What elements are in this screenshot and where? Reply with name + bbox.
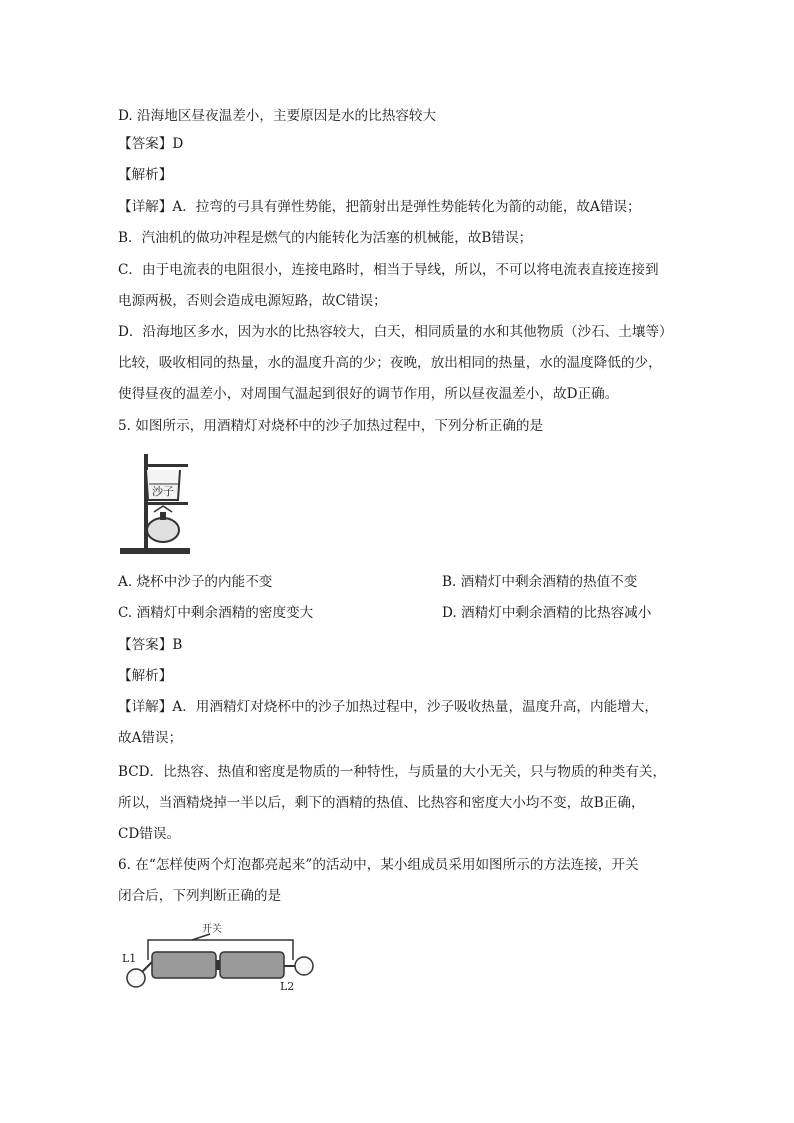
flame [154,506,172,512]
q5-detail-line: 【详解】A．用酒精灯对烧杯中的沙子加热过程中，沙子吸收热量，温度升高，内能增大， [118,699,658,715]
q5-option-a: A. 烧杯中沙子的内能不变 [118,574,273,590]
bulb-l1-base [142,962,152,972]
q6-question-line: 闭合后，下列判断正确的是 [118,888,282,904]
q4-analysis-heading: 【解析】 [118,167,173,183]
q5-detail-line: BCD．比热容、热值和密度是物质的一种特性，与质量的大小无关，只与物质的种类有关， [118,764,667,780]
l1-label: L1 [122,952,137,965]
q4-detail-line: B．汽油机的做功冲程是燃气的内能转化为活塞的机械能，故B错误； [118,230,533,246]
ring-clamp [144,502,188,505]
stand-arm [144,464,188,467]
l2-label: L2 [280,980,295,993]
sand-heating-figure [118,450,194,560]
sand-label: 沙子 [152,485,174,498]
q5-answer: 【答案】B [118,637,183,653]
two-bulb-circuit-figure [118,918,318,998]
q4-detail-line: C．由于电流表的电阻很小，连接电路时，相当于导线，所以，不可以将电流表直接连接到 [118,262,659,278]
q4-detail-line: 【详解】A．拉弯的弓具有弹性势能，把箭射出是弹性势能转化为箭的动能，故A错误； [118,199,641,215]
q6-question-line: 6. 在“怎样使两个灯泡都亮起来”的活动中，某小组成员采用如图所示的方法连接，开关 [118,857,639,873]
q5-detail-line: 所以，当酒精烧掉一半以后，剩下的酒精的热值、比热容和密度大小均不变，故B正确， [118,795,645,811]
q4-detail-line: 比较，吸收相同的热量，水的温度升高的少；夜晚，放出相同的热量，水的温度降低的少， [118,355,662,371]
q4-answer: 【答案】D [118,136,184,152]
q5-option-c: C. 酒精灯中剩余酒精的密度变大 [118,605,314,621]
switch-lever [192,934,210,940]
q4-option-d: D. 沿海地区昼夜温差小，主要原因是水的比热容较大 [118,108,437,124]
q5-detail-line: 故A错误； [118,730,183,746]
lamp-wick [160,512,166,520]
q5-option-d: D. 酒精灯中剩余酒精的比热容减小 [442,605,652,621]
q5-option-b: B. 酒精灯中剩余酒精的热值不变 [442,574,638,590]
bulb-l2 [295,957,313,975]
q4-detail-line: 电源两极，否则会造成电源短路，故C错误； [118,293,387,309]
q5-analysis-heading: 【解析】 [118,668,173,684]
q5-question: 5. 如图所示，用酒精灯对烧杯中的沙子加热过程中，下列分析正确的是 [118,418,544,434]
q5-detail-line: CD错误。 [118,826,181,842]
switch-label: 开关 [202,924,222,935]
stand-base [120,548,190,554]
battery-2 [220,952,284,978]
battery-1 [152,952,216,978]
q4-detail-line: D．沿海地区多水，因为水的比热容较大，白天，相同质量的水和其他物质（沙石、土壤等） [118,324,673,340]
q4-detail-line: 使得昼夜的温差小，对周围气温起到很好的调节作用，所以昼夜温差小，故D正确。 [118,386,619,402]
alcohol-lamp [147,518,179,542]
